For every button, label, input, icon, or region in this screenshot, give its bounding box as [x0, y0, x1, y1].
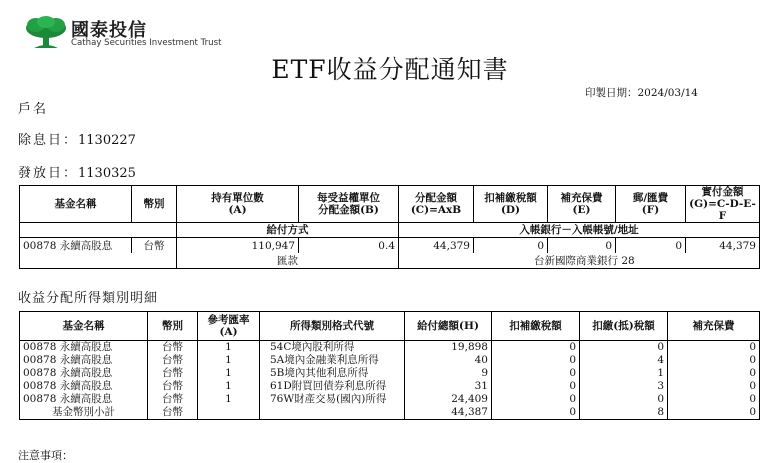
- income-header-currency: 幣別: [148, 312, 198, 341]
- subtotal-label: 基金幣別小計: [20, 406, 148, 420]
- ex-date-label: 除息日：: [18, 133, 79, 148]
- currency: 台幣: [132, 238, 177, 254]
- subheader-blank: [20, 223, 177, 238]
- supplementary-premium: 0: [668, 341, 760, 355]
- exchange-rate: 1: [198, 341, 260, 355]
- withholding-tax: 0: [492, 393, 580, 406]
- table-row: [20, 380, 760, 393]
- subheader-payment-method: 給付方式: [177, 223, 399, 238]
- currency: 台幣: [148, 380, 198, 393]
- fund-name: 00878 永續高股息: [20, 393, 148, 406]
- income-header-row: [20, 312, 760, 341]
- credit-tax: 1: [580, 367, 668, 380]
- income-header-fund: 基金名稱: [20, 312, 148, 341]
- income-header-rate: 參考匯率 (A): [198, 312, 260, 341]
- withholding-tax: 0: [492, 341, 580, 355]
- income-header-credit: 扣繳(抵)稅額: [580, 312, 668, 341]
- income-code: 5A境內金融業利息所得: [260, 354, 405, 367]
- fund-name: 00878 永續高股息: [20, 380, 148, 393]
- exchange-rate: 1: [198, 393, 260, 406]
- net-amount: 44,379: [686, 238, 760, 254]
- credit-tax: 4: [580, 354, 668, 367]
- exchange-rate: 1: [198, 367, 260, 380]
- payment-total: 9: [405, 367, 492, 380]
- fund-name: 00878 永續高股息: [20, 367, 148, 380]
- table-row: [20, 367, 760, 380]
- distribution-header-row: [20, 186, 760, 223]
- table-row: [20, 354, 760, 367]
- currency: 台幣: [148, 354, 198, 367]
- pay-date-label: 發放日：: [18, 166, 79, 181]
- exchange-rate: 1: [198, 354, 260, 367]
- income-code: 5B境內其他利息所得: [260, 367, 405, 380]
- income-category-table: [19, 311, 760, 420]
- exchange-rate: 1: [198, 380, 260, 393]
- fund-name: 00878 永續高股息: [20, 238, 132, 254]
- tax-withheld: 0: [474, 238, 548, 254]
- per-unit-amount: 0.4: [299, 238, 399, 254]
- currency: 台幣: [148, 341, 198, 355]
- income-header-code: 所得類別格式代號: [260, 312, 405, 341]
- bank-name: 台新國際商業銀行 28: [534, 255, 635, 267]
- income-header-withholding: 扣補繳稅額: [492, 312, 580, 341]
- withholding-tax: 0: [492, 367, 580, 380]
- account-label: 戶名: [18, 102, 49, 117]
- distribution-table: [19, 185, 760, 269]
- payment-date: [18, 162, 136, 181]
- section-title: 收益分配所得類別明細: [18, 291, 159, 306]
- distribution-subheader-row: [20, 223, 760, 238]
- currency: 台幣: [148, 367, 198, 380]
- company-name-en: Cathay Securities Investment Trust: [71, 38, 222, 48]
- pay-date-value: 1130325: [78, 166, 136, 181]
- print-date: [585, 85, 698, 100]
- supplementary-premium: 0: [668, 393, 760, 406]
- header-currency: 幣別: [132, 186, 177, 223]
- payment-total: 24,409: [405, 393, 492, 406]
- withholding-tax: 0: [492, 380, 580, 393]
- bank-account: [399, 253, 760, 269]
- table-row: [20, 393, 760, 406]
- footer-note: 注意事項：: [18, 449, 73, 462]
- subtotal-total: 44,387: [405, 406, 492, 420]
- postal-fee: 0: [616, 238, 686, 254]
- subtotal-currency: 台幣: [148, 406, 198, 420]
- company-logo: [24, 16, 224, 50]
- currency: 台幣: [148, 393, 198, 406]
- supplementary-premium: 0: [548, 238, 616, 254]
- credit-tax: 0: [580, 341, 668, 355]
- supplementary-premium: 0: [668, 380, 760, 393]
- distribution-payment-row: [20, 253, 760, 269]
- subtotal-premium: 0: [668, 406, 760, 420]
- subtotal-code: [260, 406, 405, 420]
- income-header-total: 給付總額(H): [405, 312, 492, 341]
- ex-dividend-date: [18, 129, 136, 148]
- document-title: ETF收益分配通知書: [271, 55, 509, 84]
- supplementary-premium: 0: [668, 354, 760, 367]
- income-code: 61D附買回債券利息所得: [260, 380, 405, 393]
- header-per-unit: 每受益權單位 分配金額(B): [299, 186, 399, 223]
- table-row: [20, 341, 760, 355]
- payment-blank: [20, 253, 177, 269]
- supplementary-premium: 0: [668, 367, 760, 380]
- income-header-premium: 補充保費: [668, 312, 760, 341]
- distribution-amount: 44,379: [399, 238, 474, 254]
- payment-total: 31: [405, 380, 492, 393]
- payment-method: 匯款: [177, 253, 399, 269]
- credit-tax: 0: [580, 393, 668, 406]
- header-units: 持有單位數 (A): [177, 186, 299, 223]
- units-held: 110,947: [177, 238, 299, 254]
- subtotal-rate: [198, 406, 260, 420]
- subtotal-row: [20, 406, 760, 420]
- header-fee: 郵/匯費 (F): [616, 186, 686, 223]
- header-fund-name: 基金名稱: [20, 186, 132, 223]
- company-name-cn: 國泰投信: [71, 20, 147, 41]
- subheader-bank-account: 入帳銀行－入帳帳號/地址: [399, 223, 760, 238]
- header-net: 實付金額 (G)=C-D-E-F: [686, 186, 760, 223]
- header-premium: 補充保費 (E): [548, 186, 616, 223]
- fund-name: 00878 永續高股息: [20, 341, 148, 355]
- withholding-tax: 0: [492, 354, 580, 367]
- print-date-value: 2024/03/14: [637, 87, 698, 99]
- header-amount: 分配金額 (C)=AxB: [399, 186, 474, 223]
- payment-total: 19,898: [405, 341, 492, 355]
- credit-tax: 3: [580, 380, 668, 393]
- payment-total: 40: [405, 354, 492, 367]
- income-code: 54C境內股利所得: [260, 341, 405, 355]
- income-code: 76W財產交易(國內)所得: [260, 393, 405, 406]
- tree-icon: [24, 16, 68, 50]
- account-name: [18, 98, 48, 117]
- ex-date-value: 1130227: [78, 133, 136, 148]
- header-tax: 扣補繳稅額 (D): [474, 186, 548, 223]
- subtotal-withholding: 0: [492, 406, 580, 420]
- print-date-label: 印製日期：: [584, 87, 638, 99]
- subtotal-credit: 8: [580, 406, 668, 420]
- distribution-row: [20, 238, 760, 254]
- fund-name: 00878 永續高股息: [20, 354, 148, 367]
